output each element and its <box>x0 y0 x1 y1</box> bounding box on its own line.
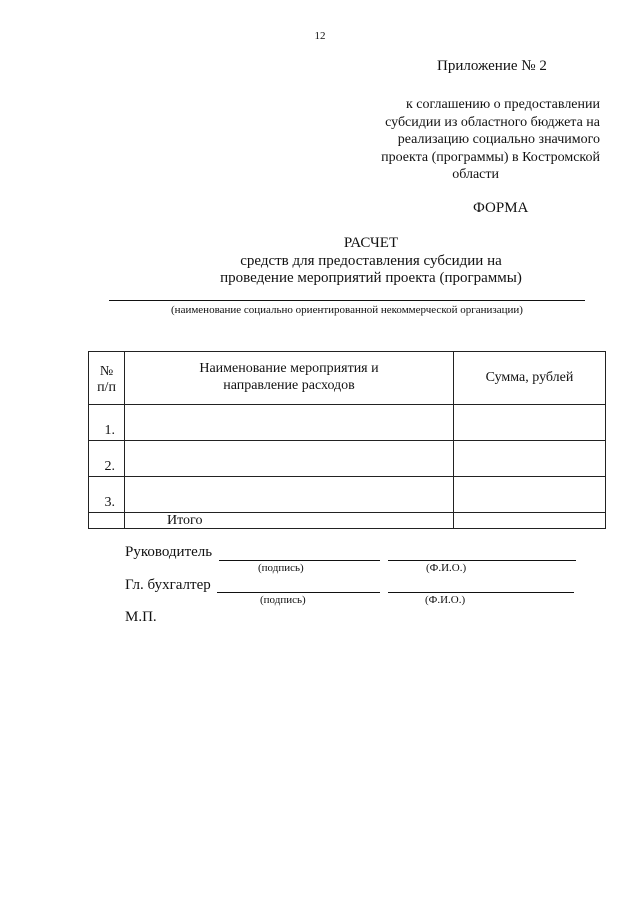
head-name-caption: (Ф.И.О.) <box>426 562 467 574</box>
table-row <box>89 477 606 513</box>
accountant-signature-line[interactable] <box>217 592 380 593</box>
stamp-label: М.П. <box>125 609 157 625</box>
cost-table <box>88 351 606 529</box>
row-amount-cell[interactable] <box>454 477 606 513</box>
header-activity-line: направление расходов <box>223 378 355 393</box>
row-activity-cell[interactable] <box>125 405 454 441</box>
table-row <box>89 405 606 441</box>
head-signature-line[interactable] <box>219 560 380 561</box>
accountant-signature-caption: (подпись) <box>260 594 306 606</box>
row-amount-cell[interactable] <box>454 441 606 477</box>
table-row <box>89 441 606 477</box>
accountant-name-caption: (Ф.И.О.) <box>425 594 466 606</box>
row-number: 2. <box>89 441 125 477</box>
appendix-description-line: к соглашению о предоставлении <box>406 97 600 112</box>
document-heading: РАСЧЕТ <box>343 235 399 251</box>
header-number <box>89 352 125 405</box>
appendix-description-line: субсидии из областного бюджета на <box>385 114 600 130</box>
row-number: 1. <box>89 405 125 441</box>
total-amount-cell[interactable] <box>454 513 606 529</box>
row-number: 3. <box>89 477 125 513</box>
head-signature-caption: (подпись) <box>258 562 304 574</box>
appendix-title: Приложение № 2 <box>437 58 547 74</box>
total-label: Итого <box>125 513 454 529</box>
accountant-name-line[interactable] <box>388 592 574 593</box>
document-subtitle-line: проведение мероприятий проекта (программы) <box>220 270 522 286</box>
head-label: Руководитель <box>125 544 213 560</box>
header-activity <box>125 352 454 405</box>
appendix-description-line: реализацию социально значимого <box>397 132 600 147</box>
header-number-label: п/п <box>97 380 116 395</box>
organization-caption: (наименование социально ориентированной некоммерческой организации) <box>171 304 523 316</box>
row-amount-cell[interactable] <box>454 405 606 441</box>
forma-label: ФОРМА <box>473 200 529 216</box>
organization-name-line <box>109 300 585 301</box>
table-header-row <box>89 352 606 405</box>
appendix-description <box>300 96 600 184</box>
total-number-cell <box>89 513 125 529</box>
header-activity-line: Наименование мероприятия и <box>199 361 379 376</box>
head-name-line[interactable] <box>388 560 576 561</box>
row-activity-cell[interactable] <box>125 441 454 477</box>
page-number: 12 <box>314 30 326 42</box>
row-activity-cell[interactable] <box>125 477 454 513</box>
document-subtitle-line: средств для предоставления субсидии на <box>240 252 502 269</box>
document-title <box>0 235 640 288</box>
appendix-description-line: области <box>452 167 499 182</box>
header-amount: Сумма, рублей <box>454 352 606 405</box>
header-number-symbol: № <box>99 364 114 379</box>
total-row <box>89 513 606 529</box>
appendix-description-line: проекта (программы) в Костромской <box>381 149 600 165</box>
accountant-label: Гл. бухгалтер <box>125 577 211 593</box>
